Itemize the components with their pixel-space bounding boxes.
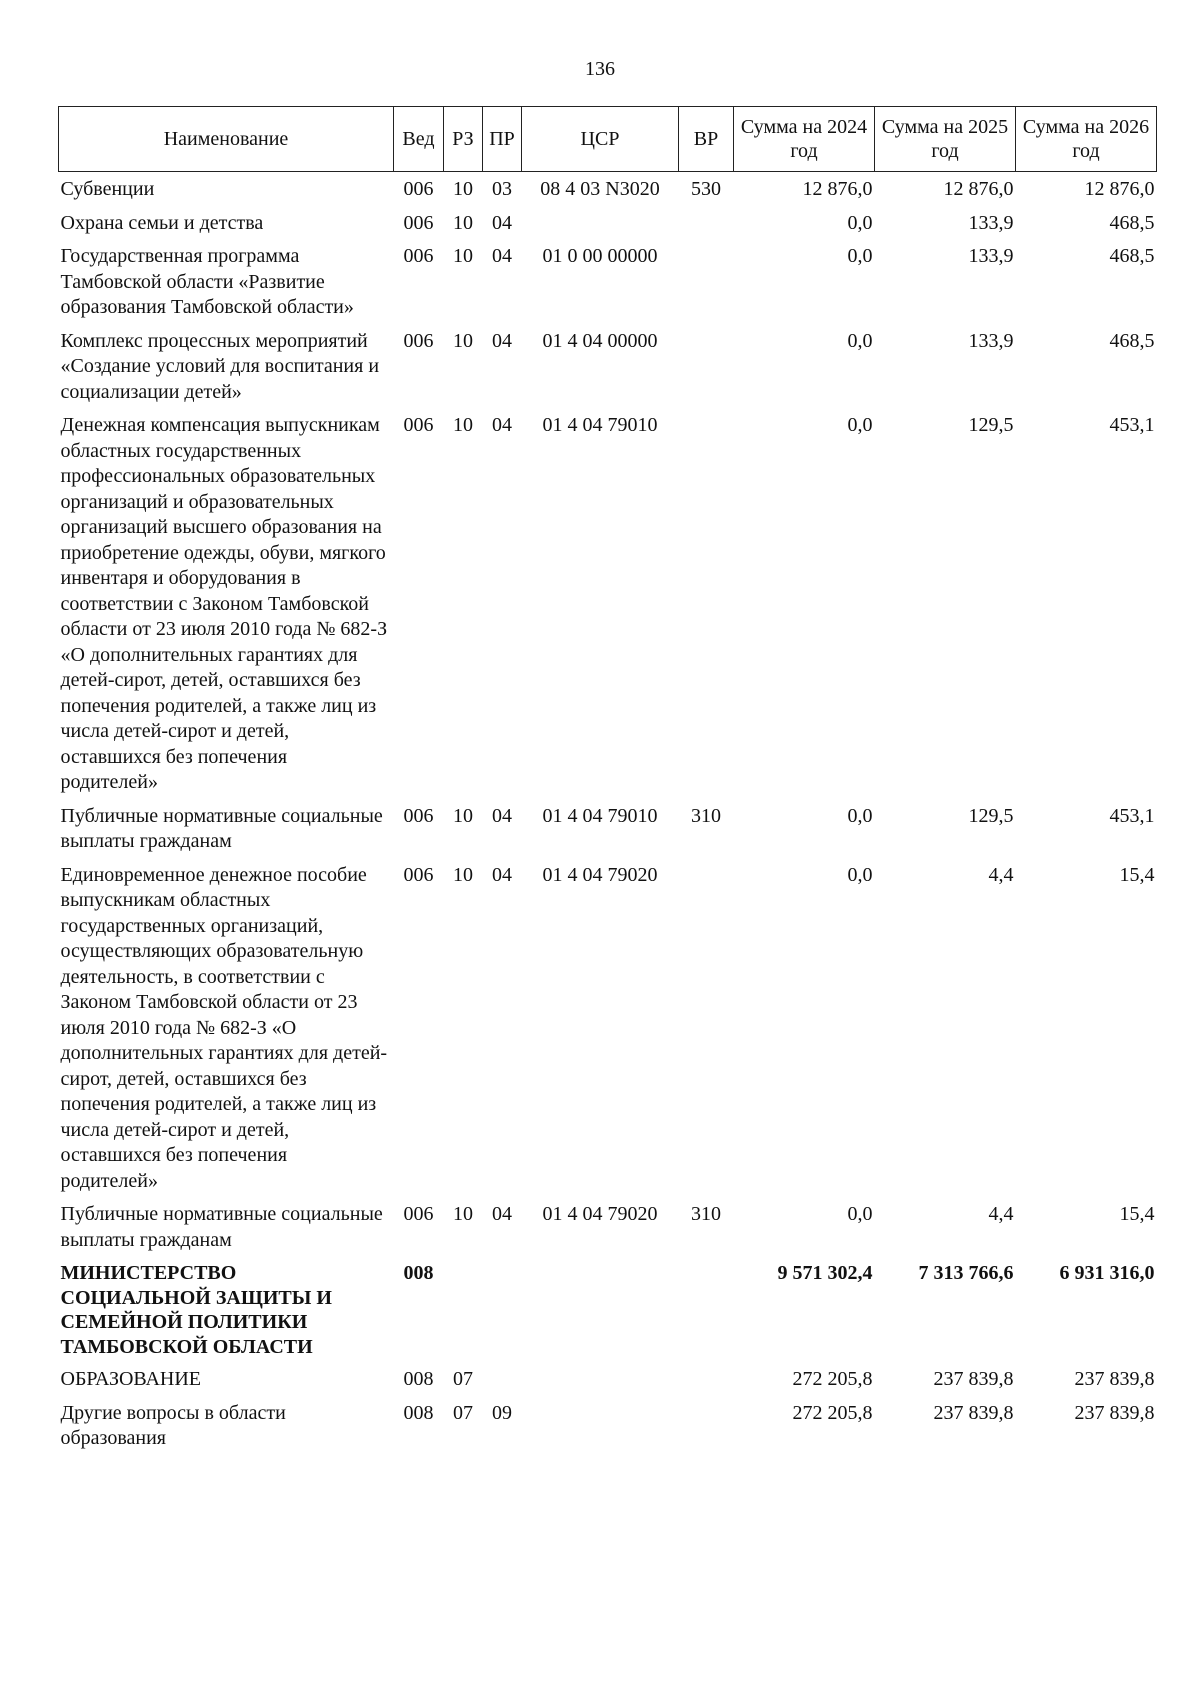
cell-name: Субвенции [60, 178, 155, 200]
cell-rz: 10 [453, 329, 473, 352]
cell-vr: 530 [691, 178, 721, 200]
cell-sum-2026: 237 839,8 [1074, 1401, 1155, 1424]
cell-pr: 04 [492, 211, 512, 234]
cell-sum-2024: 9 571 302,4 [777, 1262, 873, 1284]
cell-rz: 10 [453, 245, 473, 267]
cell-csr: 01 4 04 79020 [542, 863, 658, 886]
cell-vr [679, 1256, 734, 1362]
cell-sum-2024: 0,0 [847, 804, 873, 827]
cell-sum-2025: 4,4 [988, 1203, 1014, 1225]
cell-name: Денежная компенсация выпускникам областных государственных профессиональных образовательных организаций и образовательных организаций высшего образования на приобретение одежды, обуви, мягкого инвентаря и оборудования в соответствии с Законом Тамбовской области от 23 июля 2010 года № 682-З «О дополнительных гарантиях для детей-сирот, детей, оставшихся без попечения родителей, а также лиц из числа детей-сирот и детей, оставшихся без попечения родителей» [60, 414, 388, 793]
cell-pr: 04 [492, 329, 512, 352]
header-sum-2025: Сумма на 2025 год [875, 107, 1016, 172]
cell-name: ОБРАЗОВАНИЕ [60, 1368, 202, 1390]
cell-pr: 04 [492, 414, 512, 436]
cell-ved: 006 [403, 804, 434, 827]
cell-pr: 04 [492, 804, 512, 827]
table-row [59, 1396, 1157, 1455]
cell-sum-2026: 468,5 [1109, 211, 1155, 234]
cell-csr [522, 1256, 679, 1362]
header-pr: ПР [483, 107, 522, 172]
cell-name: Государственная программа Тамбовской области «Развитие образования Тамбовской области» [60, 245, 354, 318]
table-body [59, 172, 1157, 1455]
cell-csr: 01 4 04 79020 [542, 1203, 658, 1225]
cell-sum-2025: 237 839,8 [933, 1401, 1014, 1424]
cell-vr [679, 1362, 734, 1396]
cell-vr: 310 [691, 804, 721, 827]
cell-sum-2025: 129,5 [968, 414, 1014, 436]
cell-sum-2024: 0,0 [847, 211, 873, 234]
cell-sum-2024: 272 205,8 [792, 1368, 873, 1390]
cell-sum-2025: 237 839,8 [933, 1368, 1014, 1390]
table-row [59, 1256, 1157, 1362]
page-number: 136 [585, 58, 615, 80]
table-row [59, 172, 1157, 206]
cell-name: Публичные нормативные социальные выплаты гражданам [60, 804, 383, 852]
cell-ved: 006 [403, 329, 434, 352]
table-row [59, 239, 1157, 324]
cell-rz: 07 [453, 1368, 473, 1390]
header-vr: ВР [679, 107, 734, 172]
cell-ved: 008 [403, 1368, 434, 1390]
header-rz: РЗ [444, 107, 483, 172]
cell-name: Публичные нормативные социальные выплаты гражданам [60, 1203, 383, 1251]
cell-sum-2026: 453,1 [1109, 804, 1155, 827]
cell-pr: 04 [492, 863, 512, 886]
cell-ved: 006 [403, 178, 434, 200]
cell-csr [522, 1362, 679, 1396]
cell-sum-2026: 15,4 [1119, 1203, 1155, 1225]
table-row [59, 858, 1157, 1198]
table-row [59, 324, 1157, 409]
cell-ved: 006 [403, 245, 434, 267]
cell-sum-2024: 0,0 [847, 863, 873, 886]
cell-csr: 01 4 04 79010 [542, 414, 658, 436]
table-row [59, 1362, 1157, 1396]
cell-csr: 01 4 04 00000 [542, 329, 658, 352]
cell-ved: 006 [403, 863, 434, 886]
header-sum-2024: Сумма на 2024 год [734, 107, 875, 172]
cell-ved: 006 [403, 414, 434, 436]
cell-rz: 10 [453, 414, 473, 436]
cell-sum-2026: 468,5 [1109, 329, 1155, 352]
cell-pr: 04 [492, 245, 512, 267]
cell-vr [679, 206, 734, 240]
cell-rz: 10 [453, 863, 473, 886]
cell-vr [679, 858, 734, 1198]
cell-sum-2025: 129,5 [968, 804, 1014, 827]
cell-sum-2025: 4,4 [988, 863, 1014, 886]
cell-csr: 01 0 00 00000 [542, 245, 658, 267]
cell-name: Единовременное денежное пособие выпускникам областных государственных организаций, осуществляющих образовательную деятельность, в соответствии с Законом Тамбовской области от 23 июля 2010 года № 682-З «О дополнительных гарантиях для детей-сирот, детей, оставшихся без попечения родителей, а также лиц из числа детей-сирот и детей, оставшихся без попечения родителей» [60, 863, 388, 1192]
cell-ved: 008 [403, 1262, 434, 1284]
cell-csr [522, 206, 679, 240]
cell-name: Охрана семьи и детства [60, 211, 264, 234]
cell-sum-2024: 0,0 [847, 414, 873, 436]
cell-sum-2024: 0,0 [847, 329, 873, 352]
budget-table [58, 106, 1157, 1455]
cell-sum-2025: 133,9 [968, 329, 1014, 352]
header-sum-2026: Сумма на 2026 год [1016, 107, 1157, 172]
cell-sum-2026: 15,4 [1119, 863, 1155, 886]
cell-vr [679, 1396, 734, 1455]
cell-sum-2024: 0,0 [847, 1203, 873, 1225]
cell-pr [483, 1256, 522, 1362]
cell-sum-2025: 133,9 [968, 245, 1014, 267]
cell-rz: 10 [453, 211, 473, 234]
table-row [59, 799, 1157, 858]
cell-vr [679, 324, 734, 409]
cell-sum-2026: 453,1 [1109, 414, 1155, 436]
cell-vr: 310 [691, 1203, 721, 1225]
cell-name: Комплекс процессных мероприятий «Создание условий для воспитания и социализации детей» [60, 329, 380, 403]
cell-pr: 03 [492, 178, 512, 200]
header-csr: ЦСР [522, 107, 679, 172]
cell-sum-2024: 0,0 [847, 245, 873, 267]
cell-sum-2026: 6 931 316,0 [1059, 1262, 1155, 1284]
cell-pr: 09 [492, 1401, 512, 1424]
cell-ved: 008 [403, 1401, 434, 1424]
cell-name: Другие вопросы в области образования [60, 1401, 286, 1449]
header-ved: Вед [394, 107, 444, 172]
cell-pr: 04 [492, 1203, 512, 1225]
table-header [59, 107, 1157, 172]
cell-sum-2025: 12 876,0 [943, 178, 1014, 200]
cell-rz: 10 [453, 178, 473, 200]
cell-csr: 08 4 03 N3020 [540, 178, 660, 200]
cell-vr [679, 408, 734, 799]
table-row [59, 1197, 1157, 1256]
cell-ved: 006 [403, 1203, 434, 1225]
cell-ved: 006 [403, 211, 434, 234]
cell-rz: 10 [453, 1203, 473, 1225]
cell-sum-2026: 237 839,8 [1074, 1368, 1155, 1390]
cell-sum-2024: 272 205,8 [792, 1401, 873, 1424]
table-row [59, 408, 1157, 799]
cell-sum-2026: 12 876,0 [1084, 178, 1155, 200]
cell-name: МИНИСТЕРСТВО СОЦИАЛЬНОЙ ЗАЩИТЫ И СЕМЕЙНОЙ ПОЛИТИКИ ТАМБОВСКОЙ ОБЛАСТИ [60, 1262, 332, 1358]
cell-rz: 07 [453, 1401, 473, 1424]
cell-sum-2026: 468,5 [1109, 245, 1155, 267]
cell-rz: 10 [453, 804, 473, 827]
cell-csr [522, 1396, 679, 1455]
cell-sum-2024: 12 876,0 [802, 178, 873, 200]
cell-vr [679, 239, 734, 324]
header-name: Наименование [59, 107, 394, 172]
cell-sum-2025: 133,9 [968, 211, 1014, 234]
table-row [59, 206, 1157, 240]
cell-csr: 01 4 04 79010 [542, 804, 658, 827]
cell-sum-2025: 7 313 766,6 [918, 1262, 1014, 1284]
cell-pr [483, 1362, 522, 1396]
cell-rz [444, 1256, 483, 1362]
